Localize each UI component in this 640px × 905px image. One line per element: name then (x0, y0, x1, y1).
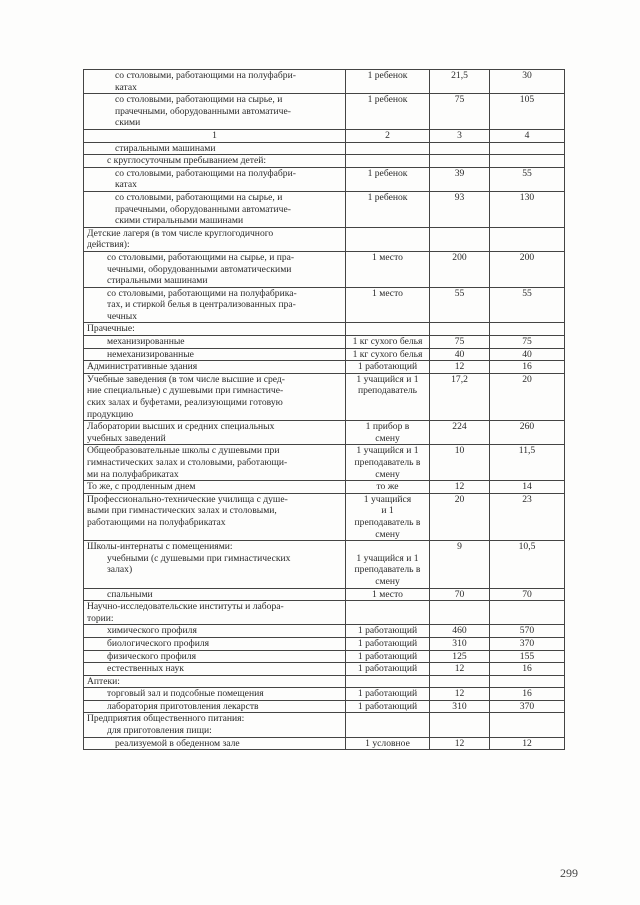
unit-cell (346, 251, 430, 287)
value-hot-cell (430, 142, 490, 155)
value-total-cell: 14 (490, 481, 565, 494)
unit-text (349, 143, 426, 155)
unit-text (349, 713, 426, 725)
unit-text: преподаватель в (354, 516, 421, 528)
name-text: Детские лагеря (в том числе круглогодичного (87, 227, 274, 239)
unit-cell (346, 129, 430, 142)
unit-text: 1 работающий (357, 650, 418, 662)
name-text: Административные здания (87, 361, 198, 373)
name-cell (84, 323, 346, 336)
unit-cell (346, 700, 430, 713)
value-total-cell: 55 (490, 167, 565, 191)
unit-text: 1 прибор в (365, 421, 410, 433)
value-total-cell (490, 142, 565, 155)
table-row (84, 700, 565, 713)
name-text: катах (115, 81, 137, 93)
table-row (84, 191, 565, 227)
unit-text (349, 541, 426, 553)
value-total-cell: 16 (490, 361, 565, 374)
value-hot-cell (430, 601, 490, 625)
unit-text: 1 место (372, 251, 403, 263)
table-row (84, 70, 565, 94)
name-text: с круглосуточным пребыванием детей: (107, 155, 267, 167)
name-text: Профессионально-технические училища с душе- (87, 493, 288, 505)
name-text: Школы-интернаты с помещениями: (87, 541, 233, 553)
table-row (84, 287, 565, 323)
name-cell (84, 601, 346, 625)
table-row (84, 541, 565, 588)
unit-cell (346, 663, 430, 676)
value-total-cell: 16 (490, 663, 565, 676)
table-body (84, 70, 565, 750)
name-text: со столовыми, работающими на сырье, и (115, 191, 283, 203)
name-text: для приготовления пищи: (107, 725, 212, 737)
unit-text: смену (375, 468, 400, 480)
unit-cell (346, 650, 430, 663)
value-hot-cell: 75 (430, 94, 490, 130)
name-cell (84, 129, 346, 142)
value-total-cell: 75 (490, 336, 565, 349)
table-row (84, 421, 565, 445)
unit-text: 1 ребенок (367, 191, 408, 203)
name-cell (84, 227, 346, 251)
name-text: тории: (87, 612, 114, 624)
unit-text: преподаватель в (354, 564, 421, 576)
name-text: Лаборатории высших и средних специальных (87, 421, 275, 433)
unit-text (349, 228, 426, 240)
table-row (84, 601, 565, 625)
name-text: спальными (107, 588, 153, 600)
value-hot-cell: 12 (430, 737, 490, 750)
name-text: химического профиля (107, 625, 197, 637)
value-total-cell (490, 155, 565, 168)
value-total-cell (490, 601, 565, 625)
unit-text: 1 ребенок (367, 94, 408, 106)
unit-text: 1 ребенок (367, 167, 408, 179)
value-hot-cell: 21,5 (430, 70, 490, 94)
value-total-cell (490, 713, 565, 737)
value-total-cell: 570 (490, 625, 565, 638)
value-hot-cell: 310 (430, 637, 490, 650)
unit-cell (346, 601, 430, 625)
name-text: прачечными, оборудованными автоматиче- (115, 105, 291, 117)
name-cell (84, 373, 346, 420)
value-hot-cell: 75 (430, 336, 490, 349)
unit-text: 1 работающий (357, 688, 418, 700)
table-row (84, 675, 565, 688)
name-cell (84, 625, 346, 638)
unit-cell (346, 155, 430, 168)
value-hot-cell: 12 (430, 361, 490, 374)
table-row (84, 155, 565, 168)
value-total-cell: 105 (490, 94, 565, 130)
unit-cell (346, 737, 430, 750)
unit-text: и 1 (381, 505, 394, 517)
page-number: 299 (560, 866, 578, 880)
value-hot-cell: 224 (430, 421, 490, 445)
table-row (84, 688, 565, 701)
value-hot-cell: 3 (430, 129, 490, 142)
value-total-cell: 260 (490, 421, 565, 445)
name-text: со столовыми, работающими на сырье, и пра- (107, 251, 295, 263)
table-row (84, 650, 565, 663)
name-text: немеханизированные (107, 348, 194, 360)
name-text: ских залах и буфетами, реализующими готовую (87, 397, 283, 409)
table-row (84, 481, 565, 494)
unit-cell (346, 361, 430, 374)
unit-cell (346, 688, 430, 701)
name-cell (84, 588, 346, 601)
table-row (84, 493, 565, 540)
name-cell (84, 421, 346, 445)
value-total-cell: 30 (490, 70, 565, 94)
unit-text: преподаватель (357, 385, 417, 397)
name-text: со столовыми, работающими на полуфабри- (115, 70, 296, 81)
unit-cell (346, 227, 430, 251)
unit-cell (346, 421, 430, 445)
unit-cell (346, 373, 430, 420)
unit-text: 1 учащийся и 1 (356, 445, 419, 457)
unit-text: преподаватель в (354, 457, 421, 468)
unit-text: смену (375, 528, 400, 540)
unit-text: смену (375, 575, 400, 587)
table-row (84, 251, 565, 287)
table-row (84, 445, 565, 481)
name-cell (84, 700, 346, 713)
unit-text: 1 работающий (357, 625, 418, 637)
unit-text: 1 работающий (357, 637, 418, 649)
unit-text: 1 работающий (357, 663, 418, 675)
table-row (84, 373, 565, 420)
name-text: учебными (с душевыми при гимнастических (107, 552, 291, 564)
water-norms-table (83, 69, 565, 750)
name-text: Предприятия общественного питания: (87, 713, 245, 725)
unit-cell (346, 142, 430, 155)
table-row (84, 737, 565, 750)
value-total-cell: 200 (490, 251, 565, 287)
name-cell (84, 336, 346, 349)
value-hot-cell: 93 (430, 191, 490, 227)
name-text: естественных наук (107, 663, 184, 675)
name-text: Учебные заведения (в том числе высшие и сред- (87, 373, 286, 385)
value-hot-cell: 200 (430, 251, 490, 287)
value-hot-cell: 39 (430, 167, 490, 191)
table-row (84, 588, 565, 601)
table-row (84, 663, 565, 676)
table-header-row (84, 129, 565, 142)
value-total-cell (490, 323, 565, 336)
name-text: со столовыми, работающими на полуфабри- (115, 167, 296, 179)
unit-cell (346, 625, 430, 638)
table-row (84, 637, 565, 650)
value-hot-cell: 125 (430, 650, 490, 663)
unit-text: 1 ребенок (367, 70, 408, 81)
name-text: биологического профиля (107, 637, 210, 649)
value-total-cell: 10,5 (490, 541, 565, 588)
unit-text: 1 место (372, 588, 403, 600)
value-total-cell (490, 675, 565, 688)
name-cell (84, 541, 346, 588)
value-hot-cell: 10 (430, 445, 490, 481)
unit-text (349, 323, 426, 335)
name-text: реализуемой в обеденном зале (115, 737, 240, 749)
name-cell (84, 637, 346, 650)
unit-cell (346, 323, 430, 336)
name-cell (84, 287, 346, 323)
name-text: со столовыми, работающими на сырье, и (115, 94, 283, 106)
value-hot-cell: 12 (430, 663, 490, 676)
name-cell (84, 688, 346, 701)
name-cell (84, 155, 346, 168)
value-total-cell: 70 (490, 588, 565, 601)
name-text: Прачечные: (87, 323, 135, 335)
value-hot-cell: 460 (430, 625, 490, 638)
name-text: продукцию (87, 408, 134, 420)
unit-text: то же (376, 481, 399, 493)
name-text: работающими на полуфабрикатах (87, 516, 226, 528)
value-hot-cell: 20 (430, 493, 490, 540)
name-text: тах, и стиркой белья в централизованных пра- (107, 299, 296, 311)
value-hot-cell: 9 (430, 541, 490, 588)
value-hot-cell (430, 155, 490, 168)
name-text: физического профиля (107, 650, 196, 662)
unit-text: 1 учащийся и 1 (356, 552, 419, 564)
name-cell (84, 737, 346, 750)
value-hot-cell: 12 (430, 481, 490, 494)
name-cell (84, 650, 346, 663)
name-cell (84, 142, 346, 155)
unit-cell (346, 167, 430, 191)
table-row (84, 167, 565, 191)
name-cell (84, 361, 346, 374)
value-total-cell: 11,5 (490, 445, 565, 481)
name-text: ние специальные) с душевыми при гимнастиче- (87, 385, 284, 397)
name-cell (84, 445, 346, 481)
unit-text (349, 676, 426, 688)
table-row (84, 227, 565, 251)
name-cell (84, 251, 346, 287)
name-text: механизированные (107, 336, 185, 348)
unit-cell (346, 70, 430, 94)
unit-cell (346, 336, 430, 349)
value-total-cell: 130 (490, 191, 565, 227)
unit-cell (346, 287, 430, 323)
name-text: действия): (87, 239, 130, 251)
name-cell (84, 481, 346, 494)
value-total-cell: 20 (490, 373, 565, 420)
name-text: катах (115, 179, 137, 191)
unit-text: 1 кг сухого белья (352, 348, 423, 360)
name-cell (84, 675, 346, 688)
unit-cell (346, 94, 430, 130)
unit-text: 1 условное (365, 737, 410, 749)
unit-text: смену (375, 432, 400, 444)
name-text: Аптеки: (87, 675, 120, 687)
table-row (84, 336, 565, 349)
name-cell (84, 713, 346, 737)
value-hot-cell (430, 323, 490, 336)
unit-cell (346, 637, 430, 650)
value-hot-cell: 40 (430, 348, 490, 361)
unit-cell (346, 713, 430, 737)
value-hot-cell: 55 (430, 287, 490, 323)
name-text: прачечными, оборудованными автоматиче- (115, 203, 291, 215)
unit-text: 1 работающий (357, 700, 418, 712)
value-total-cell: 23 (490, 493, 565, 540)
unit-cell (346, 348, 430, 361)
name-text: чечными, оборудованными автоматическими (107, 263, 292, 275)
unit-text: 2 (385, 129, 390, 141)
name-text: гимнастических залах и столовыми, работающи- (87, 457, 288, 468)
value-total-cell: 155 (490, 650, 565, 663)
table-row (84, 625, 565, 638)
value-total-cell: 370 (490, 637, 565, 650)
name-cell (84, 663, 346, 676)
table-row (84, 94, 565, 130)
name-text: со столовыми, работающими на полуфабрика- (107, 287, 297, 299)
name-text: учебных заведений (87, 432, 166, 444)
unit-cell (346, 541, 430, 588)
name-text: 1 (212, 129, 217, 141)
value-hot-cell (430, 713, 490, 737)
unit-cell (346, 675, 430, 688)
name-text: скими стиральными машинами (115, 215, 244, 227)
unit-text (349, 601, 426, 613)
value-hot-cell (430, 675, 490, 688)
value-hot-cell (430, 227, 490, 251)
name-text: То же, с продленным днем (87, 481, 196, 493)
name-text: Общеобразовательные школы с душевыми при (87, 445, 280, 457)
unit-text: 1 учащийся (363, 493, 412, 505)
table-row (84, 323, 565, 336)
unit-text: 1 место (372, 287, 403, 299)
name-text: лаборатория приготовления лекарств (107, 700, 259, 712)
unit-cell (346, 588, 430, 601)
value-total-cell: 16 (490, 688, 565, 701)
name-text: чечных (107, 310, 138, 322)
unit-cell (346, 445, 430, 481)
name-cell (84, 348, 346, 361)
unit-cell (346, 481, 430, 494)
name-text: Научно-исследовательские институты и лабора- (87, 601, 284, 613)
value-total-cell (490, 227, 565, 251)
unit-cell (346, 191, 430, 227)
name-text: стиральными машинами (107, 275, 208, 287)
table-row (84, 348, 565, 361)
unit-text: 1 учащийся и 1 (356, 373, 419, 385)
name-text: выми при гимнастических залах и столовыми, (87, 505, 277, 517)
name-text: скими (115, 117, 141, 129)
value-total-cell: 40 (490, 348, 565, 361)
unit-text: 1 работающий (357, 361, 418, 373)
table-row (84, 361, 565, 374)
value-total-cell: 12 (490, 737, 565, 750)
value-hot-cell: 12 (430, 688, 490, 701)
unit-cell (346, 493, 430, 540)
name-cell (84, 493, 346, 540)
unit-text (349, 155, 426, 167)
value-total-cell: 55 (490, 287, 565, 323)
value-hot-cell: 70 (430, 588, 490, 601)
name-cell (84, 167, 346, 191)
table-row (84, 713, 565, 737)
name-text: ми на полуфабрикатах (87, 468, 179, 480)
name-cell (84, 70, 346, 94)
value-total-cell: 4 (490, 129, 565, 142)
value-hot-cell: 17,2 (430, 373, 490, 420)
name-cell (84, 94, 346, 130)
name-cell (84, 191, 346, 227)
name-text: залах) (107, 564, 133, 576)
table-row (84, 142, 565, 155)
value-total-cell: 370 (490, 700, 565, 713)
unit-text: 1 кг сухого белья (352, 336, 423, 348)
name-text: торговый зал и подсобные помещения (107, 688, 264, 700)
name-text: стиральными машинами (115, 142, 216, 154)
value-hot-cell: 310 (430, 700, 490, 713)
